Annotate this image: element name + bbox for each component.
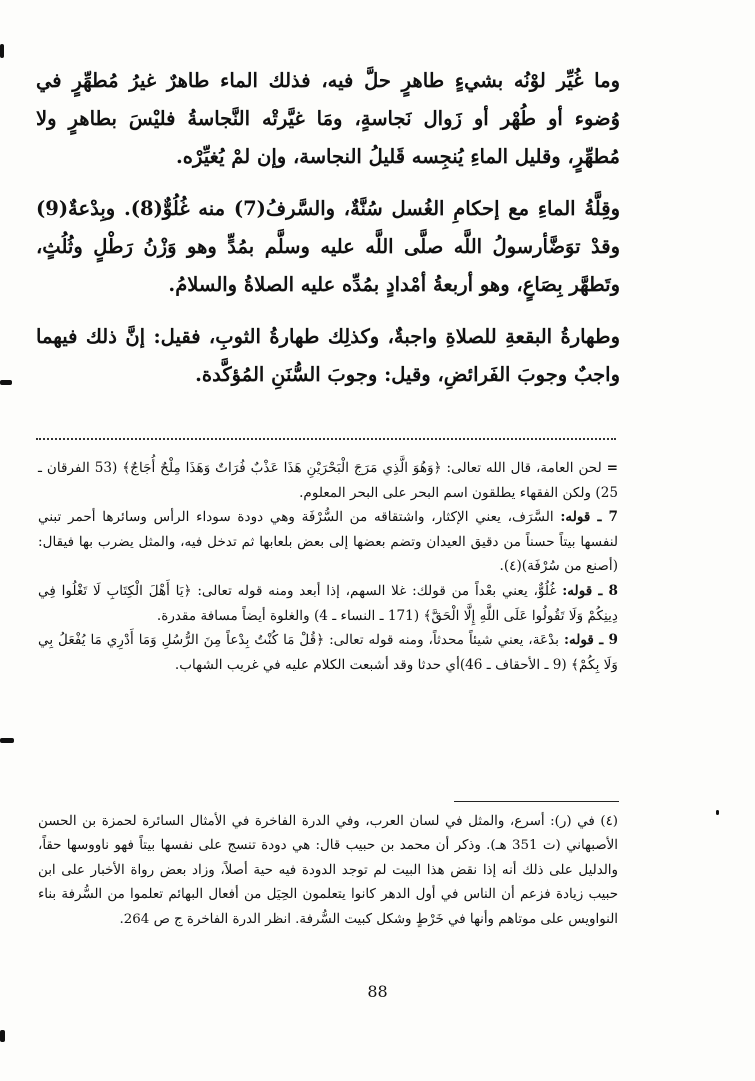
paragraph-2: وقِلَّةُ الماءِ مع إحكامِ الغُسل سُنَّةٌ، والسَّرفُ(7) منه غُلُوٌّ(8). وبِدْعةٌ(9) وقدْ توَضَّأرسولُ اللَّه صلَّى اللَّه عليه وسلَّم بمُدٍّ وهو وَزْنُ رَطْلٍ وثُلُثٍ، وتَطهَّر بِصَاعٍ، وهو أربعةُ أمْدادٍ بمُدِّه عليه الصلاةُ والسلامُ. xyxy=(36,197,620,296)
scan-mark xyxy=(0,380,12,385)
footnote-8 xyxy=(38,579,618,628)
reference-note: (٤) في (ر): أسرع، والمثل في لسان العرب، وفي الدرة الفاخرة في الأمثال السائرة لحمزة بن الحسن الأصبهاني (ت 351 هـ). وذكر أن محمد بن حبيب قال: هي دودة تنسج على نفسها بيتاً فهو ناووسها حقاً، والدليل على ذلك أنه إذا نقض هذا البيت لم توجد الدودة فيه حية أصلاً، وزاد بعض رواة الأخبار على ابن حبيب زيادة فزعم أن الناس في أول الدهر كانوا يتعلمون الحِيَل من أفعال البهائم تعلموا من السُّرفة بناء النواويس على موتاهم وأنها في خَرْطٍ وشكل كبيت السُّرفة. انظر الدرة الفاخرة ج ص 264. xyxy=(38,814,618,927)
page-number: 88 xyxy=(367,982,388,1001)
reference-rule xyxy=(454,801,619,802)
footnote-marker: 7 ـ قوله: xyxy=(560,509,619,526)
main-text xyxy=(36,62,620,394)
footnote-text: بدْعَة، يعني شيئاً محدثاً، ومنه قوله تعالى: ﴿قُلْ مَا كُنْتُ بِدْعاً مِنَ الرُّسُلِ وَمَا أَدْرِي مَا يُفْعَلُ بِي وَلَا بِكُمْ﴾ (9 ـ الأحقاف ـ 46)أي حدثا وقد أشبعت الكلام عليه في غريب الشهاب. xyxy=(38,632,618,673)
scan-mark xyxy=(0,738,14,743)
paragraph-3: وطهارةُ البقعةِ للصلاةِ واجبةٌ، وكذلِك طهارةُ الثوبِ، فقيل: إنَّ ذلك فيهما واجبٌ وجوبَ الفَرائضِ، وقيل: وجوبَ السُّنَنِ المُؤكَّدة. xyxy=(36,325,620,386)
footnote-marker: = xyxy=(606,460,619,476)
paragraph-1: وما غُيِّر لوْنُه بشيءٍ طاهرٍ حلَّ فيه، فذلك الماء طاهرٌ غيرُ مُطهِّرٍ في وُضوء أو طُهْر أو زَوال نَجاسةٍ، ومَا غيَّرتْه النَّجاسةُ فليْسَ بطاهرٍ ولا مُطهِّرٍ، وقليل الماءِ يُنجِسه قَليلُ النجاسة، وإن لمْ يُغيِّرْه. xyxy=(36,69,620,168)
footnote-7 xyxy=(38,505,618,579)
footnote-text: السَّرَف، يعني الإكثار، واشتقاقه من السُّرْفَة وهي دودة سوداء الرأس وسائرها أحمر تبني لنفسها بيتاً حسناً من دقيق العيدان وتضم بعضها إلى بعض بلعابها ثم تدخل فيه، والمثل يضرب بها فيقال: (أصنع من سُرْفَة)(٤). xyxy=(38,509,618,575)
footnote-9 xyxy=(38,628,618,677)
footnote-marker: 8 ـ قوله: xyxy=(562,582,618,599)
references xyxy=(38,810,618,932)
footnote-separator xyxy=(36,438,616,442)
scan-mark xyxy=(0,44,4,58)
scan-mark xyxy=(0,1030,5,1042)
footnote-continuation xyxy=(38,456,618,505)
scan-mark xyxy=(716,810,719,815)
footnote-text: غُلُوٌّ، يعني بعْداً من قولك: غلا السهم، إذا أبعد ومنه قوله تعالى: ﴿يَا أَهْلَ الْكِتَابِ لَا تَغْلُوا فِي دِينِكُمْ وَلَا تَقُولُوا عَلَى اللَّهِ إِلَّا الْحَقَّ﴾ (171 ـ النساء ـ 4) والغلوة أيضاً مسافة مقدرة. xyxy=(38,582,618,624)
footnote-marker: 9 ـ قوله: xyxy=(563,632,619,649)
footnotes xyxy=(38,456,618,677)
footnote-text: لحن العامة، قال الله تعالى: ﴿وَهُوَ الَّذِي مَرَجَ الْبَحْرَيْنِ هَذَا عَذْبٌ فُرَاتٌ وَهَذَا مِلْحٌ أُجَاجٌ﴾ (53 الفرقان ـ 25) ولكن الفقهاء يطلقون اسم البحر على البحر المعلوم. xyxy=(38,460,618,501)
